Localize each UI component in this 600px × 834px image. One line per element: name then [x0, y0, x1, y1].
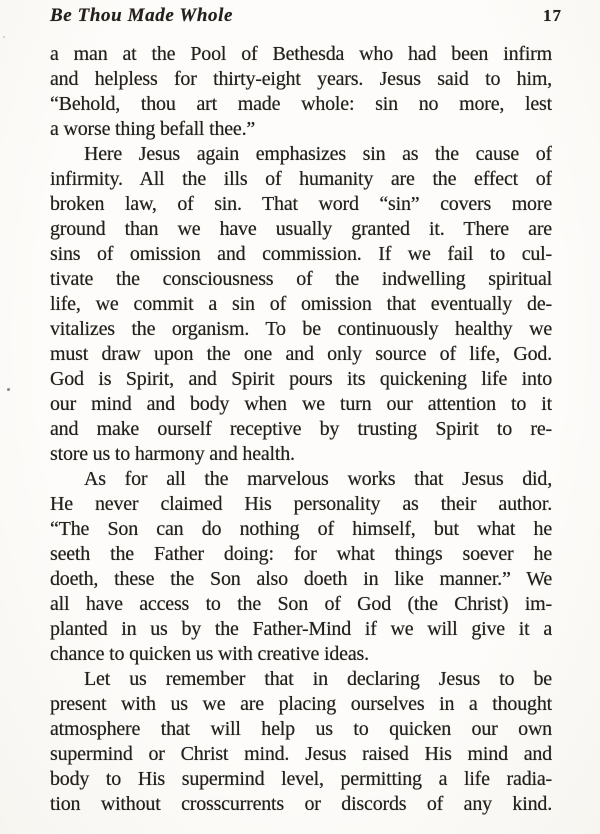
- text-line: infirmity. All the ills of humanity are the effect of: [50, 168, 552, 190]
- running-head: [50, 5, 562, 27]
- paragraph: [50, 667, 552, 817]
- running-head-title: Be Thou Made Whole: [50, 5, 234, 26]
- text-line: must draw upon the one and only source of life, God.: [50, 343, 552, 365]
- text-line: and helpless for thirty-eight years. Jesus said to him,: [50, 68, 552, 90]
- text-line: As for all the marvelous works that Jesus did,: [84, 468, 552, 490]
- text-line: store us to harmony and health.: [50, 443, 295, 465]
- text-line: doeth, these the Son also doeth in like manner.” We: [50, 568, 552, 590]
- text-line: supermind or Christ mind. Jesus raised His mind and: [50, 743, 552, 765]
- text-line: chance to quicken us with creative ideas.: [50, 643, 369, 665]
- text-line: present with us we are placing ourselves in a thought: [50, 693, 552, 715]
- text-line: sins of omission and commission. If we fail to cul-: [50, 243, 552, 265]
- text-line: Here Jesus again emphasizes sin as the cause of: [84, 143, 552, 165]
- text-line: and make ourself receptive by trusting Spirit to re-: [50, 418, 552, 440]
- text-line: God is Spirit, and Spirit pours its quickening life into: [50, 368, 552, 390]
- text-line: “Behold, thou art made whole: sin no more, lest: [50, 93, 552, 115]
- text-line: broken law, of sin. That word “sin” covers more: [50, 193, 552, 215]
- text-line: atmosphere that will help us to quicken our own: [50, 718, 552, 740]
- scan-speckle: [3, 36, 5, 38]
- text-line: life, we commit a sin of omission that eventually de-: [50, 293, 552, 315]
- text-line: “The Son can do nothing of himself, but what he: [50, 518, 552, 540]
- text-line: planted in us by the Father-Mind if we will give it a: [50, 618, 552, 640]
- text-line: ground than we have usually granted it. There are: [50, 218, 552, 240]
- text-line: tivate the consciousness of the indwelling spiritual: [50, 268, 552, 290]
- paragraph: [50, 42, 552, 142]
- page-number: 17: [543, 6, 562, 25]
- text-line: Let us remember that in declaring Jesus to be: [84, 668, 552, 690]
- text-line: a worse thing befall thee.”: [50, 118, 256, 140]
- text-line: He never claimed His personality as their author.: [50, 493, 552, 515]
- scan-speckle: [7, 388, 10, 391]
- paragraph: [50, 142, 552, 467]
- text-line: tion without crosscurrents or discords of any kind.: [50, 793, 552, 815]
- text-line: all have access to the Son of God (the Christ) im-: [50, 593, 552, 615]
- text-line: seeth the Father doing: for what things soever he: [50, 543, 552, 565]
- text-line: a man at the Pool of Bethesda who had been infirm: [50, 43, 552, 65]
- text-line: our mind and body when we turn our attention to it: [50, 393, 552, 415]
- paragraph: [50, 467, 552, 667]
- text-line: vitalizes the organism. To be continuously healthy we: [50, 318, 552, 340]
- text-line: body to His supermind level, permitting a life radia-: [50, 768, 552, 790]
- body-text: [50, 42, 552, 817]
